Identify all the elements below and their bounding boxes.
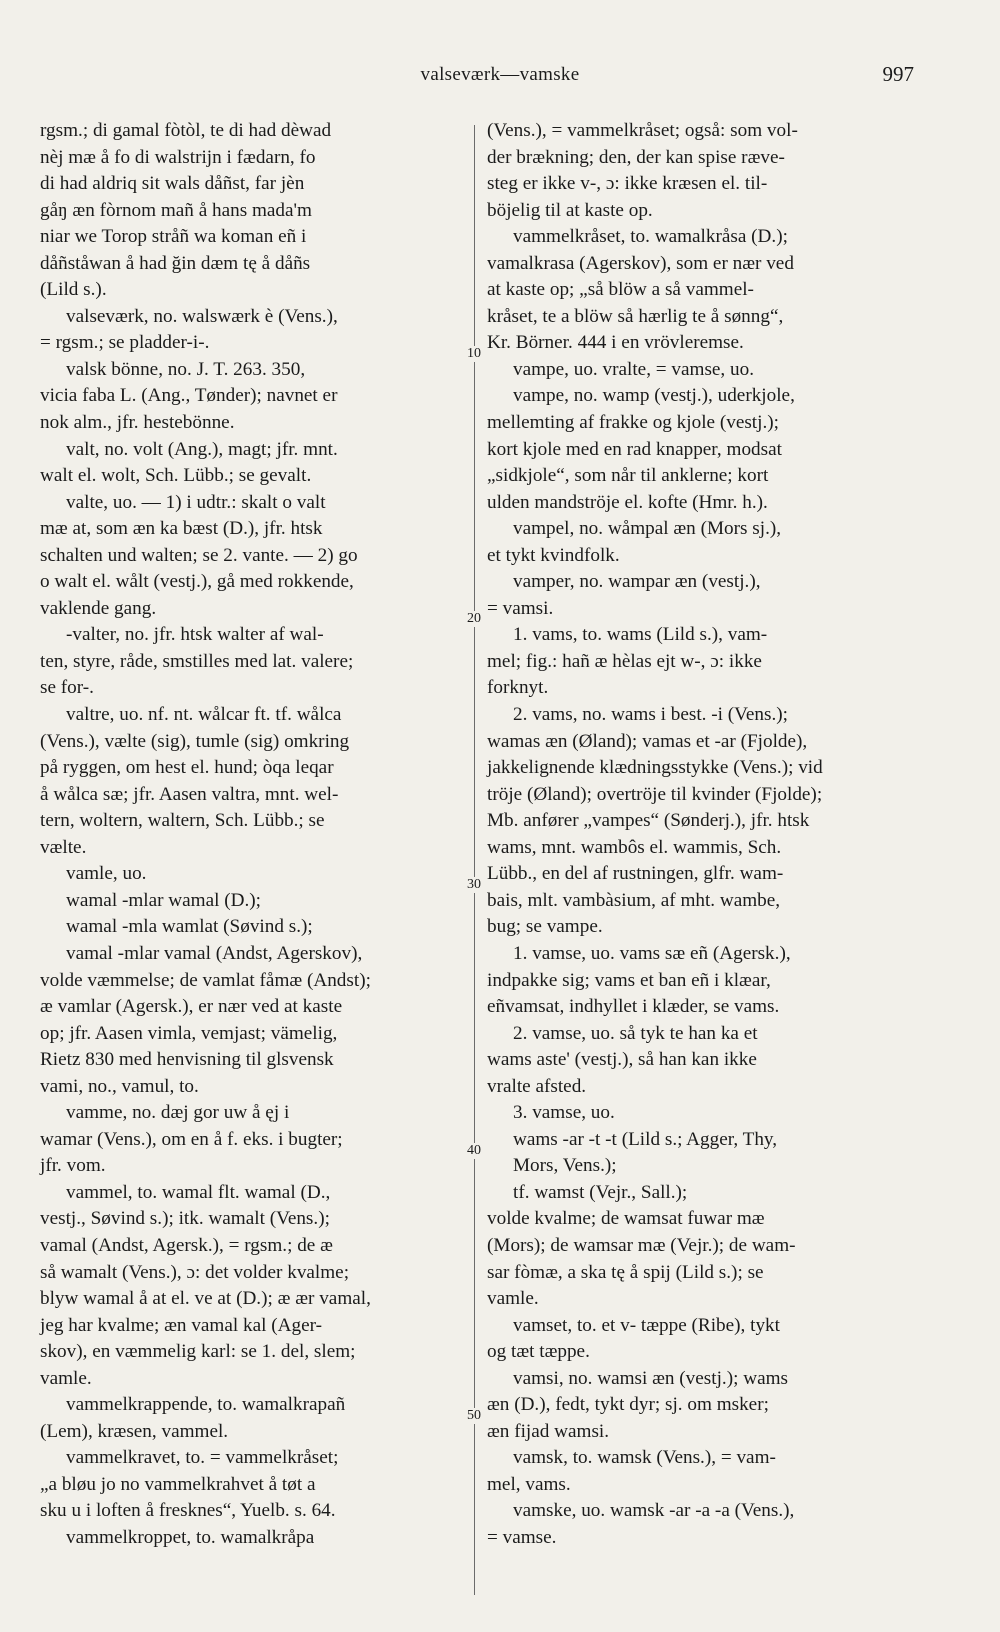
text-line: vamle. <box>40 1367 92 1389</box>
text-line: op; jfr. Aasen vimla, vemjast; vämelig, <box>40 1022 338 1044</box>
text-line: vælte. <box>40 836 87 858</box>
text-line: wamal -mla wamlat (Søvind s.); <box>66 916 313 938</box>
text-line: vicia faba L. (Ang., Tønder); navnet er <box>40 385 338 407</box>
text-line: nèj mæ å fo di walstrijn i fædarn, fo <box>40 146 316 168</box>
left-column <box>40 118 472 1552</box>
text-line: mæ at, som æn ka bæst (D.), jfr. htsk <box>40 518 323 540</box>
text-line: vamal (Andst, Agersk.), = rgsm.; de æ <box>40 1234 333 1256</box>
text-line: skov), en væmmelig karl: se 1. del, slem; <box>40 1341 356 1363</box>
text-line: „sidkjole“, som når til anklerne; kort <box>487 465 769 487</box>
text-line: volde væmmelse; de vamlat fåmæ (Andst); <box>40 969 371 991</box>
text-line: forknyt. <box>487 677 549 699</box>
text-line: wamas æn (Øland); vamas et -ar (Fjolde), <box>487 730 808 752</box>
line-number: 20 <box>467 611 481 626</box>
text-line: Mors, Vens.); <box>513 1155 617 1177</box>
text-line: niar we Torop stråñ wa koman eñ i <box>40 226 307 248</box>
text-line: o walt el. wålt (vestj.), gå med rokkende, <box>40 571 354 593</box>
text-line: vampe, uo. vralte, = vamse, uo. <box>513 358 755 380</box>
text-line: vamme, no. dæj gor uw å ęj i <box>66 1102 290 1124</box>
text-line: eñvamsat, indhyllet i klæder, se vams. <box>487 996 780 1018</box>
text-line: valsk bönne, no. J. T. 263. 350, <box>66 358 306 380</box>
line-number: 50 <box>467 1408 481 1423</box>
text-line: så wamalt (Vens.), ɔ: det volder kvalme; <box>40 1261 350 1283</box>
text-line: 3. vamse, uo. <box>513 1102 615 1124</box>
right-column <box>487 118 917 1552</box>
text-line: tern, woltern, waltern, Sch. Lübb.; se <box>40 810 325 832</box>
line-number: 10 <box>467 346 481 361</box>
text-line: (Vens.), = vammelkråset; også: som vol- <box>487 120 798 141</box>
text-line: vammelkråset, to. wamalkråsa (D.); <box>513 226 788 248</box>
text-line: ten, styre, råde, smstilles med lat. valere; <box>40 650 354 672</box>
text-line: vamske, uo. wamsk -ar -a -a (Vens.), <box>513 1500 795 1522</box>
text-line: kort kjole med en rad knapper, modsat <box>487 438 782 460</box>
text-line: valt, no. volt (Ang.), magt; jfr. mnt. <box>66 438 338 460</box>
text-line: = vamse. <box>487 1526 557 1548</box>
text-line: et tykt kvindfolk. <box>487 544 620 566</box>
text-line: valseværk, no. walswærk è (Vens.), <box>66 305 338 327</box>
text-line: vami, no., vamul, to. <box>40 1075 199 1097</box>
text-line: vamper, no. wampar æn (vestj.), <box>513 571 761 593</box>
text-line: vamsi, no. wamsi æn (vestj.); wams <box>513 1367 788 1389</box>
text-line: = vamsi. <box>487 597 554 619</box>
text-line: Mb. anfører „vampes“ (Sønderj.), jfr. htsk <box>487 810 810 832</box>
text-line: (Lild s.). <box>40 279 107 301</box>
text-line: vammelkravet, to. = vammelkråset; <box>66 1447 339 1469</box>
text-line: sku u i loften å fresknes“, Yuelb. s. 64. <box>40 1500 336 1522</box>
text-line: vamle, uo. <box>66 863 147 885</box>
page-number: 997 <box>882 62 914 86</box>
text-line: walt el. wolt, Sch. Lübb.; se gevalt. <box>40 465 312 487</box>
text-line: mel, vams. <box>487 1473 571 1495</box>
text-line: vammelkroppet, to. wamalkråpa <box>66 1526 315 1548</box>
text-line: mellemting af frakke og kjole (vestj.); <box>487 412 779 434</box>
text-line: böjelig til at kaste op. <box>487 199 653 221</box>
text-line: vamal -mlar vamal (Andst, Agerskov), <box>66 942 363 964</box>
text-line: æn fijad wamsi. <box>487 1420 610 1442</box>
text-line: Lübb., en del af rustningen, glfr. wam- <box>487 863 784 885</box>
text-line: -valter, no. jfr. htsk walter af wal- <box>66 624 324 646</box>
text-line: vammel, to. wamal flt. wamal (D., <box>66 1181 331 1203</box>
text-line: steg er ikke v-, ɔ: ikke kræsen el. til- <box>487 173 768 195</box>
running-header: valseværk—vamske <box>420 64 580 85</box>
text-line: schalten und walten; se 2. vante. — 2) go <box>40 544 358 566</box>
text-line: wamal -mlar wamal (D.); <box>66 889 261 911</box>
text-line: 2. vams, no. wams i best. -i (Vens.); <box>513 704 788 726</box>
text-line: vampe, no. wamp (vestj.), uderkjole, <box>513 385 795 407</box>
text-line: Kr. Börner. 444 i en vrövleremse. <box>487 332 744 354</box>
text-line: vestj., Søvind s.); itk. wamalt (Vens.); <box>40 1208 330 1230</box>
text-line: æn (D.), fedt, tykt dyr; sj. om msker; <box>487 1394 769 1416</box>
text-line: æ vamlar (Agersk.), er nær ved at kaste <box>40 996 343 1018</box>
text-line: gåŋ æn fòrnom mañ å hans mada'm <box>40 199 312 221</box>
text-line: wamar (Vens.), om en å f. eks. i bugter; <box>40 1128 343 1150</box>
text-line: se for-. <box>40 677 94 699</box>
text-line: der brækning; den, der kan spise ræve- <box>487 146 785 168</box>
text-line: nok alm., jfr. hestebönne. <box>40 412 235 434</box>
text-line: vaklende gang. <box>40 597 157 619</box>
text-line: volde kvalme; de wamsat fuwar mæ <box>487 1208 765 1230</box>
text-line: „a bløu jo no vammelkrahvet å tøt a <box>40 1473 316 1495</box>
text-line: valtre, uo. nf. nt. wålcar ft. tf. wålca <box>66 704 342 726</box>
text-line: = rgsm.; se pladder-i-. <box>40 332 210 354</box>
text-line: bais, mlt. vambàsium, af mht. wambe, <box>487 889 781 911</box>
text-line: wams, mnt. wambôs el. wammis, Sch. <box>487 836 782 858</box>
text-line: vamalkrasa (Agerskov), som er nær ved <box>487 252 794 274</box>
text-line: Rietz 830 med henvisning til glsvensk <box>40 1049 334 1071</box>
text-line: blyw wamal å at el. ve at (D.); æ ær vamal, <box>40 1288 371 1310</box>
text-line: at kaste op; „så blöw a så vammel- <box>487 279 754 301</box>
text-line: å wålca sæ; jfr. Aasen valtra, mnt. wel- <box>40 783 339 805</box>
text-line: vamsk, to. wamsk (Vens.), = vam- <box>513 1447 776 1469</box>
text-line: jfr. vom. <box>40 1155 106 1177</box>
text-line: kråset, te a blöw så hærlig te å sønng“, <box>487 305 784 327</box>
text-line: tröje (Øland); overtröje til kvinder (Fjolde); <box>487 783 823 805</box>
text-line: mel; fig.: hañ æ hèlas ejt w-, ɔ: ikke <box>487 650 762 672</box>
text-line: jeg har kvalme; æn vamal kal (Ager- <box>40 1314 322 1336</box>
text-line: jakkelignende klædningsstykke (Vens.); vid <box>487 757 823 779</box>
text-line: dåñståwan å had ğin dæm tę å dåñs <box>40 252 311 274</box>
text-line: vamle. <box>487 1288 539 1310</box>
text-line: vralte afsted. <box>487 1075 587 1097</box>
text-line: valte, uo. — 1) i udtr.: skalt o valt <box>66 491 326 513</box>
line-number: 40 <box>467 1143 481 1158</box>
text-line: sar fòmæ, a ska tę å spij (Lild s.); se <box>487 1261 764 1283</box>
text-line: ulden mandströje el. kofte (Hmr. h.). <box>487 491 768 513</box>
text-line: tf. wamst (Vejr., Sall.); <box>513 1181 688 1203</box>
text-line: 1. vamse, uo. vams sæ eñ (Agersk.), <box>513 942 791 964</box>
text-line: (Mors); de wamsar mæ (Vejr.); de wam- <box>487 1234 796 1256</box>
text-line: 2. vamse, uo. så tyk te han ka et <box>513 1022 758 1044</box>
text-line: vammelkrappende, to. wamalkrapañ <box>66 1394 346 1416</box>
text-line: wams -ar -t -t (Lild s.; Agger, Thy, <box>513 1128 778 1150</box>
text-line: bug; se vampe. <box>487 916 603 938</box>
text-line: indpakke sig; vams et ban eñ i klæar, <box>487 969 771 991</box>
line-number: 30 <box>467 877 481 892</box>
text-line: vampel, no. wåmpal æn (Mors sj.), <box>513 518 782 540</box>
text-line: 1. vams, to. wams (Lild s.), vam- <box>513 624 768 646</box>
text-line: di had aldriq sit wals dåñst, far jèn <box>40 173 305 195</box>
text-line: rgsm.; di gamal fòtòl, te di had dèwad <box>40 120 332 141</box>
text-line: vamset, to. et v- tæppe (Ribe), tykt <box>513 1314 780 1336</box>
text-line: (Vens.), vælte (sig), tumle (sig) omkring <box>40 730 350 752</box>
text-line: på ryggen, om hest el. hund; òqa leqar <box>40 757 334 779</box>
text-line: wams aste' (vestj.), så han kan ikke <box>487 1049 757 1071</box>
text-line: (Lem), kræsen, vammel. <box>40 1420 229 1442</box>
text-line: og tæt tæppe. <box>487 1341 590 1363</box>
